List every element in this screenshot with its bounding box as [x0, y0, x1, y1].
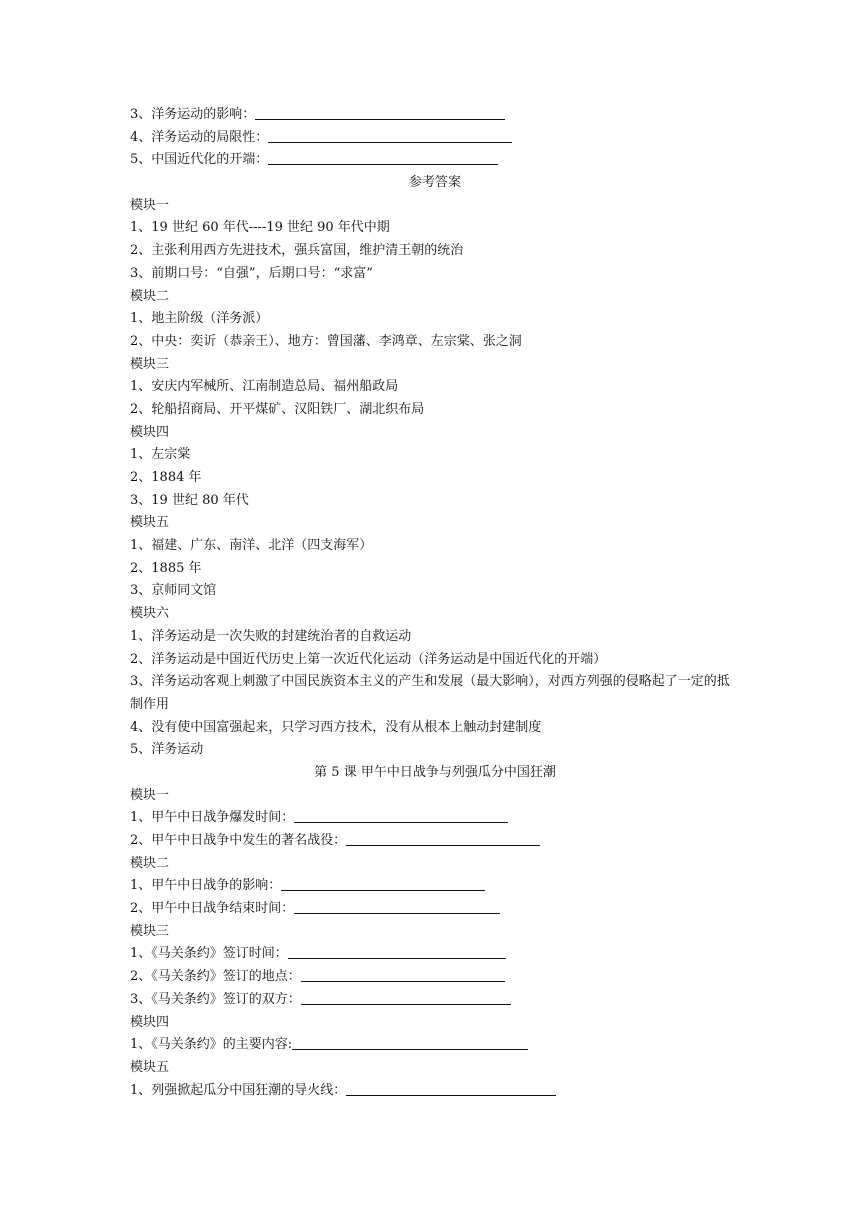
answer-blank[interactable]: [292, 1035, 528, 1050]
answer-blank[interactable]: [346, 1081, 556, 1096]
answer-blank[interactable]: [346, 831, 540, 846]
line-text: 1、《马关条约》的主要内容:: [130, 1037, 293, 1053]
line-text: 模块三: [130, 923, 170, 939]
line-text: 模块四: [130, 424, 170, 440]
line-text: 1、《马关条约》签订时间：: [130, 946, 288, 962]
line-text: 1、福建、广东、南洋、北洋（四支海军）: [130, 538, 373, 554]
text-line: [130, 399, 740, 422]
line-text: 2、主张利用西方先进技术，强兵富国，维护清王朝的统治: [130, 243, 464, 259]
line-text: 2、甲午中日战争结束时间：: [130, 901, 295, 917]
line-text: 1、地主阶级（洋务派）: [130, 311, 269, 327]
text-line: [130, 921, 740, 944]
line-text: 模块一: [130, 787, 170, 803]
answer-blank[interactable]: [288, 944, 506, 959]
line-text: 模块四: [130, 1014, 170, 1030]
question-line: [130, 1034, 740, 1057]
line-text: 1、安庆内军械所、江南制造总局、福州船政局: [130, 379, 399, 395]
text-line: [130, 467, 740, 490]
line-text: 2、轮船招商局、开平煤矿、汉阳铁厂、湖北织布局: [130, 401, 425, 417]
text-line: [130, 603, 740, 626]
line-text: 1、甲午中日战争的影响：: [130, 878, 282, 894]
text-line: [130, 1012, 740, 1035]
text-line: [130, 240, 740, 263]
line-text: 3、前期口号：“自强”，后期口号：“求富”: [130, 265, 373, 281]
line-text: 2、《马关条约》签订的地点：: [130, 969, 301, 985]
line-text: 4、洋务运动的局限性：: [130, 129, 269, 145]
text-line: [130, 263, 740, 286]
line-text: 3、京师同文馆: [130, 583, 217, 599]
line-text: 模块六: [130, 606, 170, 622]
text-line: [130, 308, 740, 331]
text-line: [130, 739, 740, 762]
text-line: [130, 649, 740, 672]
text-line: [130, 444, 740, 467]
question-line: [130, 830, 740, 853]
line-text: 模块二: [130, 855, 170, 871]
line-text: 2、1884 年: [130, 470, 202, 485]
line-text: 3、《马关条约》签订的双方：: [130, 991, 301, 1007]
answer-blank[interactable]: [268, 128, 512, 143]
answer-blank[interactable]: [255, 105, 505, 120]
question-line: [130, 104, 740, 127]
line-text: 2、洋务运动是中国近代历史上第一次近代化运动（洋务运动是中国近代化的开端）: [130, 651, 607, 667]
text-line: [130, 671, 740, 716]
text-line: [130, 217, 740, 240]
answer-blank[interactable]: [268, 150, 498, 165]
question-line: [130, 127, 740, 150]
question-line: [130, 807, 740, 830]
line-text: 模块二: [130, 288, 170, 304]
question-line: [130, 966, 740, 989]
line-text: 5、洋务运动: [130, 742, 204, 758]
line-text: 模块三: [130, 356, 170, 372]
answer-blank[interactable]: [301, 967, 505, 982]
text-line: [130, 853, 740, 876]
section-heading: [130, 762, 740, 785]
answer-blank[interactable]: [301, 990, 511, 1005]
line-text: 3、19 世纪 80 年代: [130, 492, 249, 508]
line-text: 1、甲午中日战争爆发时间：: [130, 810, 295, 826]
text-line: [130, 422, 740, 445]
line-text: 3、洋务运动的影响：: [130, 107, 256, 122]
text-line: [130, 331, 740, 354]
line-text: 1、洋务运动是一次失败的封建统治者的自救运动: [130, 628, 412, 644]
line-text: 2、1885 年: [130, 560, 202, 576]
section-heading: [130, 172, 740, 195]
text-line: [130, 354, 740, 377]
question-line: [130, 943, 740, 966]
question-line: [130, 149, 740, 172]
text-line: [130, 785, 740, 808]
question-line: [130, 989, 740, 1012]
text-line: [130, 558, 740, 581]
answer-blank[interactable]: [294, 808, 508, 823]
text-line: [130, 376, 740, 399]
line-text: 2、甲午中日战争中发生的著名战役：: [130, 833, 347, 849]
document-body: [130, 104, 740, 1102]
line-text: 4、没有使中国富强起来，只学习西方技术，没有从根本上触动封建制度: [130, 719, 542, 735]
text-line: [130, 195, 740, 218]
line-text: 第 5 课 甲午中日战争与列强瓜分中国狂潮: [314, 764, 556, 780]
line-text: 模块五: [130, 1059, 170, 1075]
line-text: 5、中国近代化的开端：: [130, 152, 269, 168]
text-line: [130, 490, 740, 513]
answer-blank[interactable]: [294, 899, 500, 914]
line-text: 模块一: [130, 197, 170, 213]
question-line: [130, 875, 740, 898]
text-line: [130, 717, 740, 740]
text-line: [130, 535, 740, 558]
line-text: 1、列强掀起瓜分中国狂潮的导火线：: [130, 1082, 347, 1098]
text-line: [130, 580, 740, 603]
line-text: 3、洋务运动客观上刺激了中国民族资本主义的产生和发展（最大影响），对西方列强的侵略起了一定的抵制作用: [130, 674, 730, 712]
line-text: 模块五: [130, 515, 170, 531]
answer-blank[interactable]: [281, 876, 485, 891]
line-text: 1、左宗棠: [130, 447, 191, 463]
line-text: 2、中央：奕䜣（恭亲王）、地方：曾国藩、李鸿章、左宗棠、张之洞: [130, 333, 522, 349]
text-line: [130, 626, 740, 649]
line-text: 1、19 世纪 60 年代----19 世纪 90 年代中期: [130, 220, 390, 236]
text-line: [130, 512, 740, 535]
question-line: [130, 898, 740, 921]
text-line: [130, 1057, 740, 1080]
line-text: 参考答案: [408, 175, 461, 191]
text-line: [130, 286, 740, 309]
question-line: [130, 1080, 740, 1103]
